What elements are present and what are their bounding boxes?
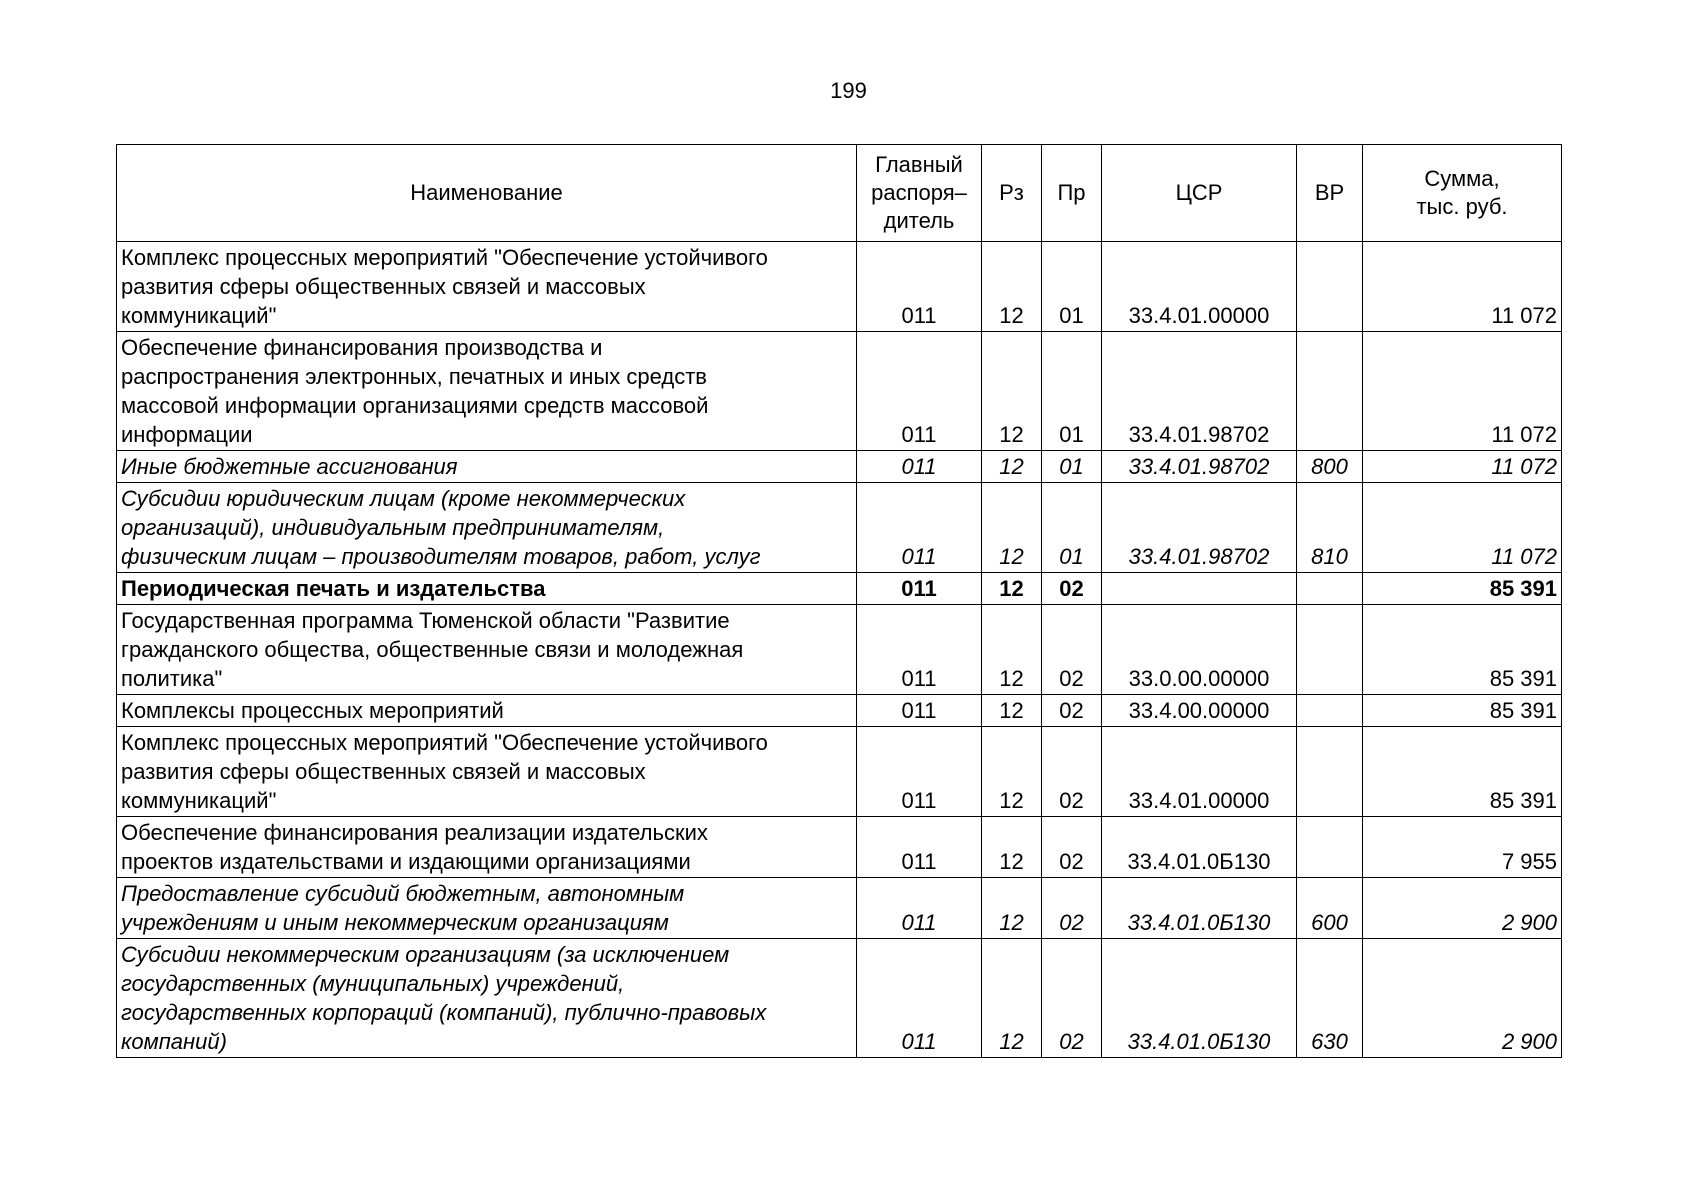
cell-main-manager: 011 bbox=[857, 332, 982, 451]
cell-name: Предоставление субсидий бюджетным, автономным учреждениям и иным некоммерческим организациям bbox=[117, 878, 857, 939]
cell-main-manager: 011 bbox=[857, 483, 982, 573]
table-body bbox=[117, 242, 1562, 1058]
cell-csr: 33.4.01.98702 bbox=[1102, 451, 1297, 483]
cell-rz: 12 bbox=[982, 242, 1042, 332]
cell-pr: 02 bbox=[1042, 878, 1102, 939]
cell-main-manager: 011 bbox=[857, 573, 982, 605]
cell-csr: 33.4.01.98702 bbox=[1102, 483, 1297, 573]
cell-sum: 11 072 bbox=[1363, 483, 1562, 573]
cell-sum: 11 072 bbox=[1363, 451, 1562, 483]
cell-name: Обеспечение финансирования реализации издательских проектов издательствами и издающими организациями bbox=[117, 817, 857, 878]
cell-sum: 11 072 bbox=[1363, 242, 1562, 332]
cell-sum: 85 391 bbox=[1363, 695, 1562, 727]
cell-vr bbox=[1297, 817, 1363, 878]
cell-main-manager: 011 bbox=[857, 939, 982, 1058]
cell-pr: 01 bbox=[1042, 483, 1102, 573]
cell-pr: 02 bbox=[1042, 727, 1102, 817]
cell-vr: 630 bbox=[1297, 939, 1363, 1058]
cell-csr: 33.4.01.0Б130 bbox=[1102, 817, 1297, 878]
cell-sum: 7 955 bbox=[1363, 817, 1562, 878]
cell-sum: 2 900 bbox=[1363, 878, 1562, 939]
cell-pr: 01 bbox=[1042, 332, 1102, 451]
table-row bbox=[117, 878, 1562, 939]
header-main-manager: Главный распоря– дитель bbox=[857, 145, 982, 242]
cell-rz: 12 bbox=[982, 939, 1042, 1058]
table-row bbox=[117, 817, 1562, 878]
table-row bbox=[117, 695, 1562, 727]
cell-vr bbox=[1297, 332, 1363, 451]
cell-vr bbox=[1297, 573, 1363, 605]
header-csr: ЦСР bbox=[1102, 145, 1297, 242]
cell-pr: 01 bbox=[1042, 242, 1102, 332]
header-sum: Сумма, тыс. руб. bbox=[1363, 145, 1562, 242]
cell-pr: 01 bbox=[1042, 451, 1102, 483]
header-pr: Пр bbox=[1042, 145, 1102, 242]
cell-vr bbox=[1297, 242, 1363, 332]
cell-name: Комплексы процессных мероприятий bbox=[117, 695, 857, 727]
cell-csr: 33.0.00.00000 bbox=[1102, 605, 1297, 695]
cell-main-manager: 011 bbox=[857, 727, 982, 817]
cell-pr: 02 bbox=[1042, 695, 1102, 727]
cell-sum: 85 391 bbox=[1363, 605, 1562, 695]
cell-csr: 33.4.01.98702 bbox=[1102, 332, 1297, 451]
cell-rz: 12 bbox=[982, 605, 1042, 695]
table-row bbox=[117, 332, 1562, 451]
header-rz: Рз bbox=[982, 145, 1042, 242]
cell-rz: 12 bbox=[982, 727, 1042, 817]
cell-pr: 02 bbox=[1042, 939, 1102, 1058]
table-row bbox=[117, 727, 1562, 817]
cell-csr: 33.4.01.0Б130 bbox=[1102, 939, 1297, 1058]
table-row bbox=[117, 483, 1562, 573]
cell-rz: 12 bbox=[982, 332, 1042, 451]
cell-main-manager: 011 bbox=[857, 451, 982, 483]
cell-sum: 11 072 bbox=[1363, 332, 1562, 451]
cell-csr: 33.4.00.00000 bbox=[1102, 695, 1297, 727]
cell-sum: 2 900 bbox=[1363, 939, 1562, 1058]
cell-vr bbox=[1297, 727, 1363, 817]
cell-main-manager: 011 bbox=[857, 605, 982, 695]
cell-pr: 02 bbox=[1042, 573, 1102, 605]
cell-csr bbox=[1102, 573, 1297, 605]
table-row bbox=[117, 605, 1562, 695]
cell-pr: 02 bbox=[1042, 605, 1102, 695]
cell-name: Субсидии юридическим лицам (кроме некоммерческих организаций), индивидуальным предпринимателям, физическим лицам – производителям товаров, работ, услуг bbox=[117, 483, 857, 573]
cell-main-manager: 011 bbox=[857, 817, 982, 878]
cell-sum: 85 391 bbox=[1363, 573, 1562, 605]
table-row bbox=[117, 573, 1562, 605]
cell-name: Комплекс процессных мероприятий "Обеспечение устойчивого развития сферы общественных связей и массовых коммуникаций" bbox=[117, 727, 857, 817]
cell-vr bbox=[1297, 605, 1363, 695]
page-number: 199 bbox=[830, 78, 867, 103]
cell-main-manager: 011 bbox=[857, 695, 982, 727]
header-name: Наименование bbox=[117, 145, 857, 242]
header-vr: ВР bbox=[1297, 145, 1363, 242]
cell-rz: 12 bbox=[982, 451, 1042, 483]
table-row bbox=[117, 451, 1562, 483]
cell-csr: 33.4.01.0Б130 bbox=[1102, 878, 1297, 939]
cell-name: Периодическая печать и издательства bbox=[117, 573, 857, 605]
cell-vr: 600 bbox=[1297, 878, 1363, 939]
table-row bbox=[117, 242, 1562, 332]
cell-csr: 33.4.01.00000 bbox=[1102, 727, 1297, 817]
cell-rz: 12 bbox=[982, 483, 1042, 573]
cell-rz: 12 bbox=[982, 817, 1042, 878]
cell-main-manager: 011 bbox=[857, 242, 982, 332]
cell-rz: 12 bbox=[982, 878, 1042, 939]
cell-rz: 12 bbox=[982, 573, 1042, 605]
cell-vr: 810 bbox=[1297, 483, 1363, 573]
cell-rz: 12 bbox=[982, 695, 1042, 727]
cell-csr: 33.4.01.00000 bbox=[1102, 242, 1297, 332]
cell-name: Комплекс процессных мероприятий "Обеспечение устойчивого развития сферы общественных связей и массовых коммуникаций" bbox=[117, 242, 857, 332]
cell-name: Субсидии некоммерческим организациям (за исключением государственных (муниципальных) учреждений, государственных корпораций (компаний), публично-правовых компаний) bbox=[117, 939, 857, 1058]
cell-name: Иные бюджетные ассигнования bbox=[117, 451, 857, 483]
table-header-row bbox=[117, 145, 1562, 242]
cell-sum: 85 391 bbox=[1363, 727, 1562, 817]
cell-pr: 02 bbox=[1042, 817, 1102, 878]
cell-vr: 800 bbox=[1297, 451, 1363, 483]
cell-vr bbox=[1297, 695, 1363, 727]
table-row bbox=[117, 939, 1562, 1058]
cell-main-manager: 011 bbox=[857, 878, 982, 939]
cell-name: Государственная программа Тюменской области "Развитие гражданского общества, общественные связи и молодежная политика" bbox=[117, 605, 857, 695]
cell-name: Обеспечение финансирования производства и распространения электронных, печатных и иных средств массовой информации организациями средств массовой информации bbox=[117, 332, 857, 451]
budget-table bbox=[116, 144, 1562, 1058]
